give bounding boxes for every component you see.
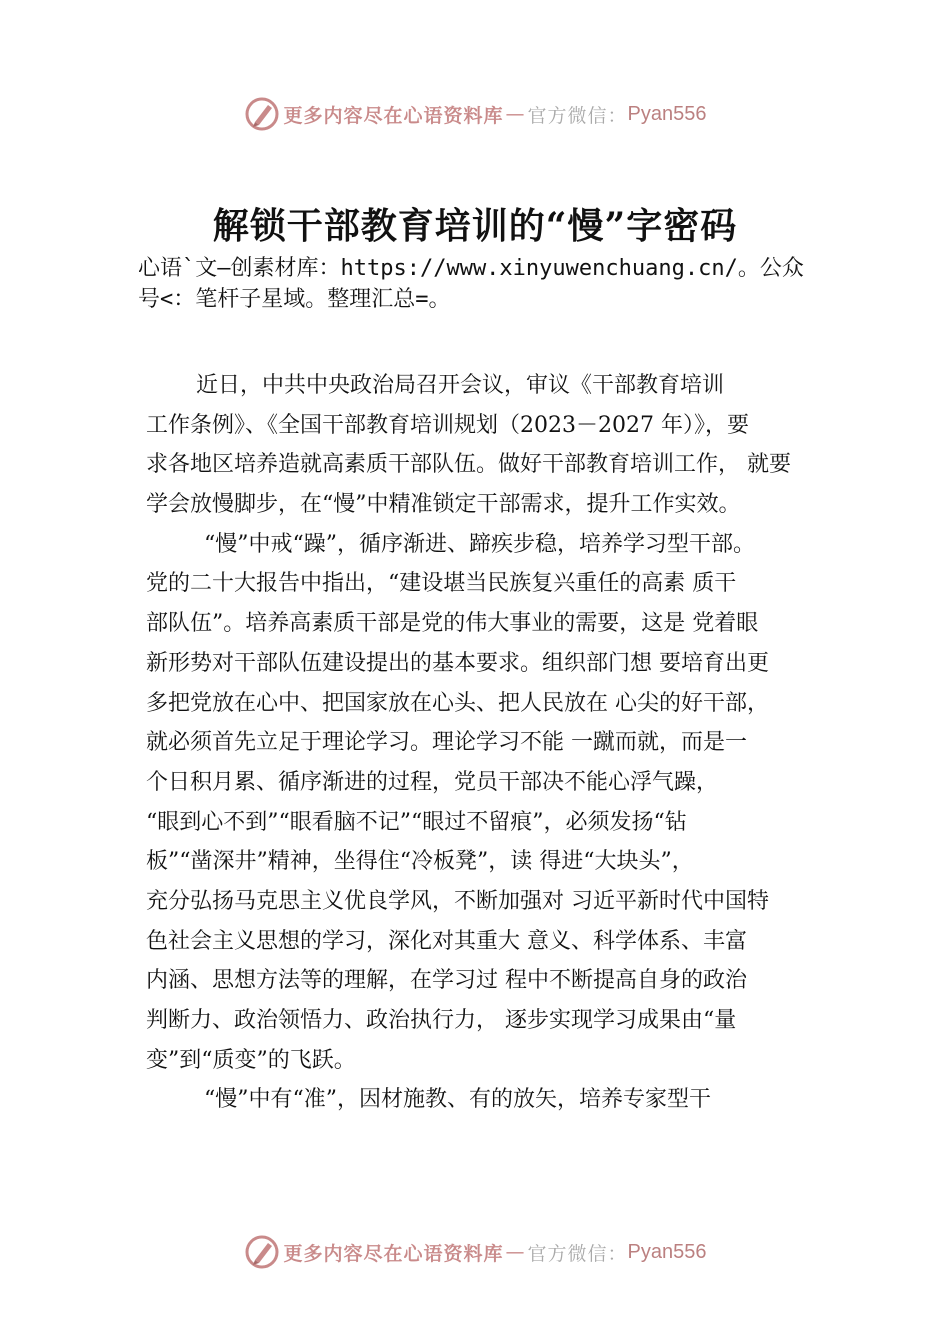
document-title: 解锁干部教育培训的“慢”字密码 [212, 205, 738, 247]
body-line: 内涵、思想方法等的理解，在学习过 程中不断提高自身的政治 [146, 968, 747, 994]
wechat-label: 官方微信： [527, 104, 628, 127]
wechat-id: Pyan556 [627, 102, 707, 125]
body-line: “眼到心不到”“眼看脑不记”“眼过不留痕”，必须发扬“钻 [146, 809, 687, 835]
watermark-text: 更多内容尽在心语资料库 [283, 1242, 504, 1265]
source-note [138, 253, 858, 315]
body-line: 色社会主义思想的学习，深化对其重大 意义、科学体系、丰富 [146, 928, 747, 954]
header-watermark [0, 92, 950, 136]
body-line: 学会放慢脚步，在“慢”中精准锁定干部需求，提升工作实效。 [146, 492, 741, 518]
body-line: 求各地区培养造就高素质干部队伍。做好干部教育培训工作， 就要 [146, 452, 791, 478]
watermark-dash: — [505, 103, 526, 125]
source-line: 心语`文—创素材库：https://www.xinyuwenchuang.cn/。公众 [138, 256, 804, 281]
wechat-label: 官方微信： [527, 1242, 628, 1265]
wechat-id: Pyan556 [627, 1240, 707, 1263]
body-line: 板”“凿深井”精神，坐得住“冷板凳”，读 得进“大块头”， [146, 849, 694, 875]
body-line: 工作条例》、《全国干部教育培训规划（2023－2027 年）》，要 [146, 412, 749, 438]
watermark-dash: — [505, 1241, 526, 1263]
pen-logo-icon [244, 96, 280, 132]
body-line: 充分弘扬马克思主义优良学风，不断加强对 习近平新时代中国特 [146, 888, 769, 914]
body-line: 变”到“质变”的飞跃。 [146, 1047, 356, 1073]
body-line: 部队伍”。培养高素质干部是党的伟大事业的需要，这是 党着眼 [146, 611, 759, 637]
pen-logo-icon [244, 1234, 280, 1270]
body-line: 多把党放在心中、把国家放在心头、把人民放在 心尖的好干部， [146, 690, 769, 716]
watermark-text: 更多内容尽在心语资料库 [283, 104, 504, 127]
body-line: “慢”中有“准”，因材施教、有的放矢，培养专家型干 [204, 1087, 711, 1113]
footer-watermark [0, 1230, 950, 1274]
body-line: 党的二十大报告中指出，“建设堪当民族复兴重任的高素 质干 [146, 571, 737, 597]
body-line: 近日，中共中央政治局召开会议，审议《干部教育培训 [196, 373, 725, 398]
source-line: 号<：笔杆子星域。整理汇总=。 [138, 287, 451, 312]
body-line: 就必须首先立足于理论学习。理论学习不能 一蹴而就，而是一 [146, 730, 747, 756]
body-line: 个日积月累、循序渐进的过程，党员干部决不能心浮气躁， [146, 769, 719, 795]
body-line: 新形势对干部队伍建设提出的基本要求。组织部门想 要培育出更 [146, 650, 769, 676]
body-line: “慢”中戒“躁”，循序渐进、蹄疾步稳，培养学习型干部。 [204, 531, 755, 557]
body-line: 判断力、政治领悟力、政治执行力， 逐步实现学习成果由“量 [146, 1008, 737, 1033]
document-body [146, 366, 840, 1120]
